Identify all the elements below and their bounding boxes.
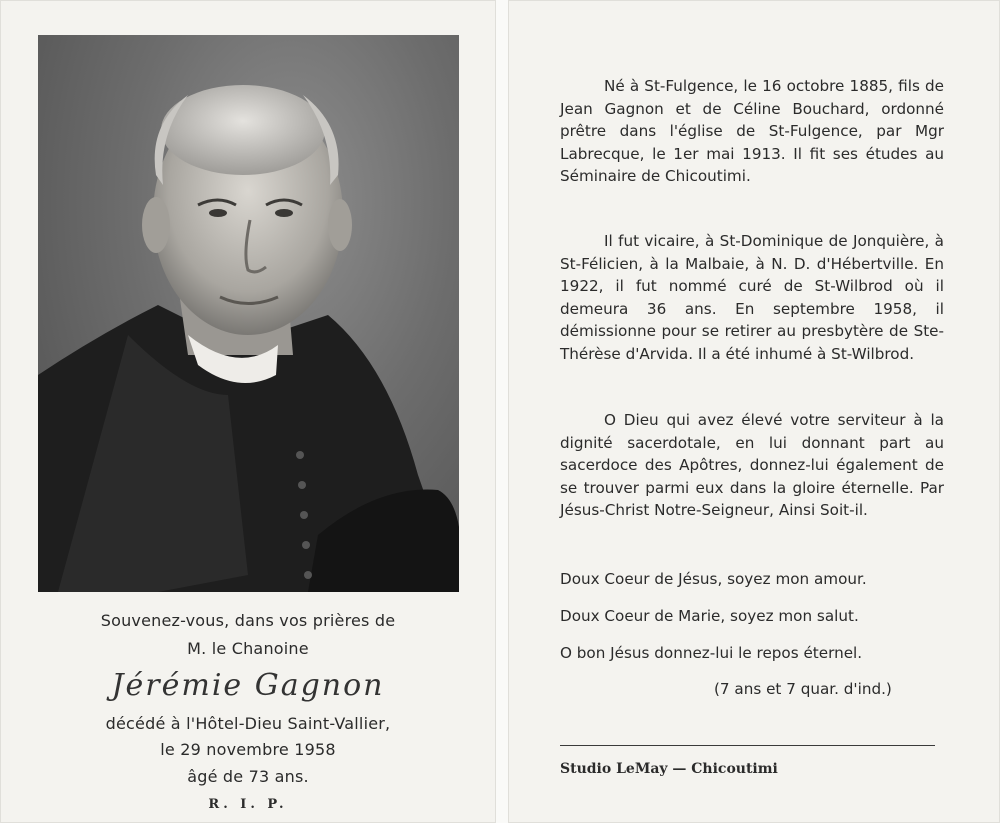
biography-paragraph: Né à St-Fulgence, le 16 octobre 1885, fils de Jean Gagnon et de Céline Bouchard, ordonné prêtre dans l'église de St-Fulgence, par Mgr Labrecque, le 1er mai 1913. Il fit ses études au Séminaire de Chicoutimi. [560, 77, 944, 185]
portrait-illustration [38, 35, 459, 592]
studio-credit: Studio LeMay — Chicoutimi [560, 761, 778, 777]
invocation-repos: O bon Jésus donnez-lui le repos éternel. [560, 644, 863, 662]
indulgence-note: (7 ans et 7 quar. d'ind.) [714, 680, 892, 698]
prayer-paragraph: O Dieu qui avez élevé votre serviteur à la dignité sacerdotale, en lui donnant part au sacerdoce des Apôtres, donnez-lui également de se trouver parmi eux dans la gloire éternelle. Par Jésus-Christ Notre-Seigneur, Ainsi Soit-il. [560, 411, 944, 519]
deceased-name: Jérémie Gagnon [111, 668, 385, 703]
invocation-marie: Doux Coeur de Marie, soyez mon salut. [560, 607, 859, 625]
death-place-line: décédé à l'Hôtel-Dieu Saint-Vallier, [105, 714, 391, 733]
age-line: âgé de 73 ans. [187, 767, 309, 786]
portrait-photo [38, 35, 459, 592]
memorial-card-front [0, 0, 496, 823]
card-divider [496, 0, 508, 823]
death-date-line: le 29 novembre 1958 [160, 740, 336, 759]
career-paragraph: Il fut vicaire, à St-Dominique de Jonquière, à St-Félicien, à la Malbaie, à N. D. d'Hébertville. En 1922, il fut nommé curé de St-Wilbrod où il demeura 36 ans. En septembre 1958, il démissionne pour se retirer au presbytère de Ste-Thérèse d'Arvida. Il a été inhumé à St-Wilbrod. [560, 232, 944, 363]
horizontal-rule [560, 745, 935, 746]
invocation-jesus: Doux Coeur de Jésus, soyez mon amour. [560, 570, 867, 588]
remember-line: Souvenez-vous, dans vos prières de [100, 611, 396, 630]
title-line: M. le Chanoine [187, 639, 309, 658]
rip-line: R. I. P. [208, 797, 288, 812]
